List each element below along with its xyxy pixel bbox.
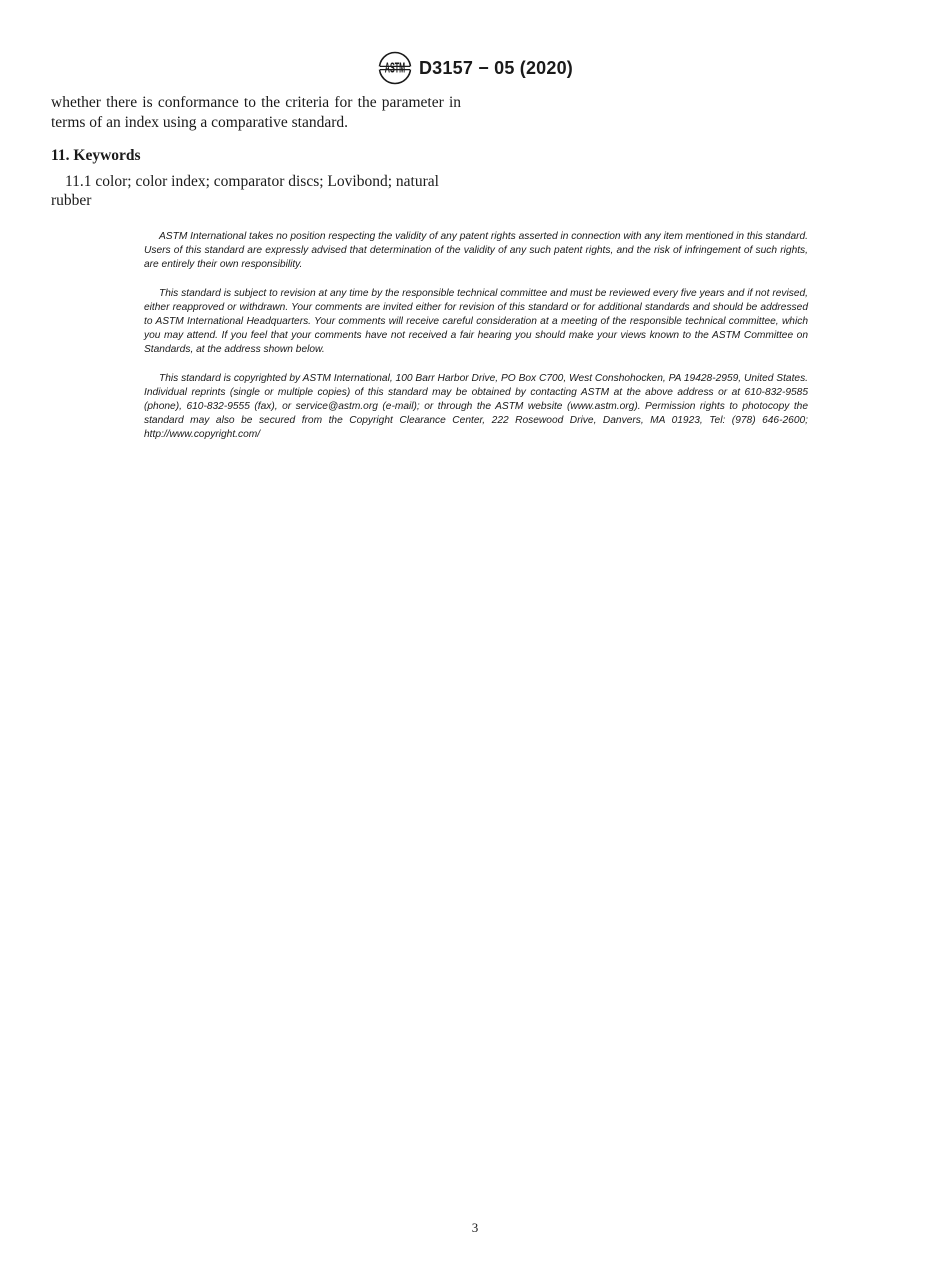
section-heading-keywords: 11. Keywords	[51, 147, 141, 164]
revision-notice: This standard is subject to revision at any time by the responsible technical committee and must be reviewed every five years and if not revised, either reapproved or withdrawn. Your comments are invited either for revision of this standard or for additional standards and should be addressed to ASTM International Headquarters. Your comments will receive careful consideration at a meeting of the responsible technical committee, which you may attend. If you feel that your comments have not received a fair hearing you should make your views known to the ASTM Committee on Standards, at the address shown below.	[144, 288, 808, 355]
patent-notice: ASTM International takes no position respecting the validity of any patent rights asserted in connection with any item mentioned in this standard. Users of this standard are expressly advised that determination of the validity of any such patent rights, and the risk of infringement of such rights, are entirely their own responsibility.	[144, 231, 808, 270]
page-header	[0, 50, 950, 86]
document-designation: D3157 − 05 (2020)	[418, 57, 573, 78]
keywords-paragraph: 11.1 color; color index; comparator discs; Lovibond; natural rubber	[51, 172, 439, 209]
copyright-notice: This standard is copyrighted by ASTM International, 100 Barr Harbor Drive, PO Box C700, West Conshohocken, PA 19428-2959, United States. Individual reprints (single or multiple copies) of this standard may be obtained by contacting ASTM at the above address or at 610-832-9585 (phone), 610-832-9555 (fax), or service@astm.org (e-mail); or through the ASTM website (www.astm.org). Permission rights to photocopy the standard may also be secured from the Copyright Clearance Center, 222 Rosewood Drive, Danvers, MA 01923, Tel: (978) 646-2600; http://www.copyright.com/	[144, 373, 808, 440]
astm-logo-icon	[377, 51, 413, 85]
body-column	[51, 93, 461, 211]
continued-paragraph: whether there is conformance to the criteria for the parameter in terms of an index using a comparative standard.	[51, 94, 461, 131]
page-number: 3	[471, 1220, 479, 1235]
svg-text:ASTM: ASTM	[384, 59, 406, 77]
legal-notices	[144, 230, 808, 457]
